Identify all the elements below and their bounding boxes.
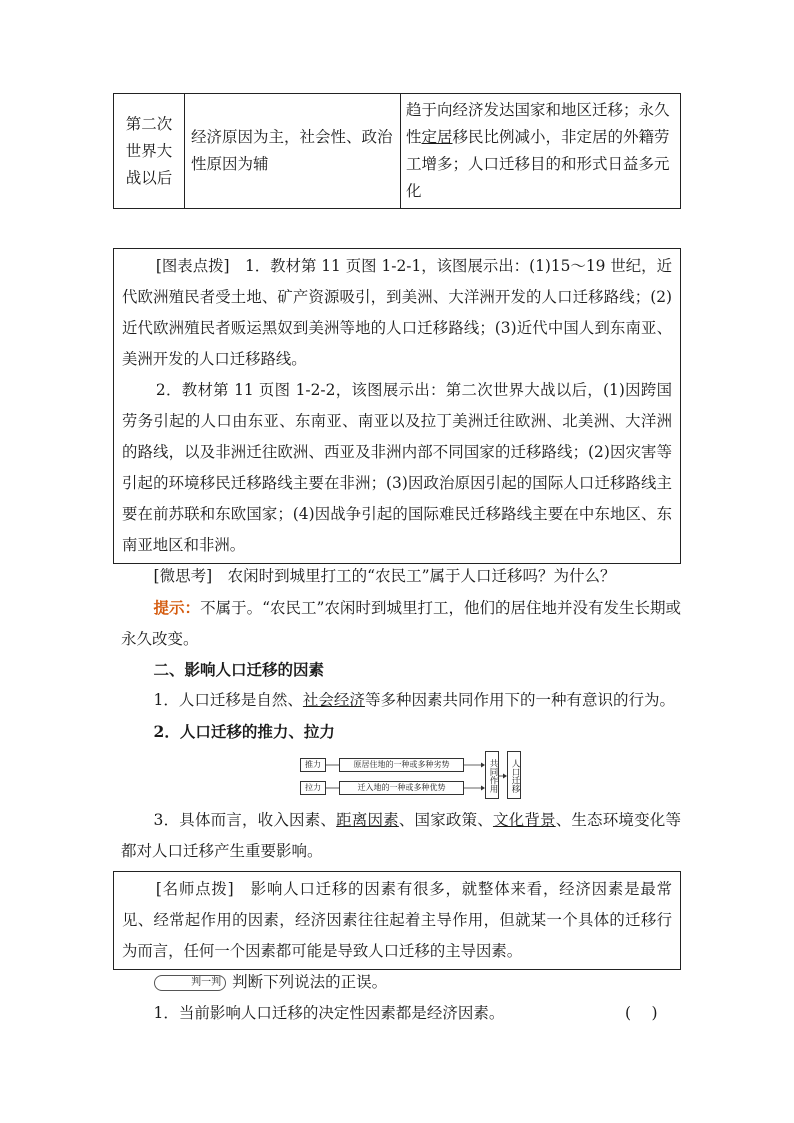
judge-badge: 判一判 [154,975,227,991]
tubiao-text-2: 2．教材第 11 页图 1-2-2，该图展示出：第二次世界大战以后，(1)因跨国劳务引起的人口由东亚、东南亚、南亚以及拉丁美洲迁往欧洲、北美洲、大洋洲的路线，以及非洲迁往欧洲、西亚及非洲内部不同国家的迁移路线；(2)因灾害等引起的环境移民迁移路线主要在非洲；(3)因政治原因引起的国际人口迁移路线主要在前苏联和东欧国家；(4)因战争引起的国际难民迁移路线主要在中东地区、东南亚地区和非洲。 [122,381,672,554]
mingshi-p [122,874,672,967]
era-line: 世界大 [125,141,173,160]
weisikao-tag: [微思考] [153,567,213,585]
push-pull-diagram [300,751,525,801]
features-text: 趋于向经济发达国家和地区迁移；永久性 [406,101,670,146]
mingshi-tag: [名师点拨] [155,880,234,898]
pull-desc-box: 迁入地的一种或多种优势 [339,781,464,795]
era-line: 战以后 [125,168,173,187]
cause-line: 性原因为辅 [191,155,269,173]
hint-text: 不属于。“农民工”农闲时到城里打工，他们的居住地并没有发生长期或永久改变。 [121,599,681,648]
tubiao-tag: [图表点拨] [155,257,230,275]
item-1 [121,685,681,716]
item3-underlined: 文化背景 [492,811,556,829]
tubiao-box [113,248,681,564]
judge-instruction [121,967,681,998]
table-row [114,94,681,209]
hint-label: 提示： [153,598,201,617]
pull-box: 拉力 [300,781,326,795]
mingshi-text: 影响人口迁移的因素有很多，就整体来看，经济因素是最常见、经常起作用的因素，经济因素往往起着主导作用，但就某一个具体的迁移行为而言，任何一个因素都可能是导致人口迁移的主导因素。 [122,880,672,960]
mingshi-box [113,871,681,970]
push-desc-box: 原居住地的一种或多种劣势 [339,758,464,772]
era-table [113,93,681,209]
joint-action-box: 共同作用 [485,751,499,799]
item1-text: 1．人口迁移是自然、 [153,691,303,709]
item-2: 2．人口迁移的推力、拉力 [153,722,335,741]
tubiao-text-1: 1．教材第 11 页图 1-2-1，该图展示出：(1)15～19 世纪，近代欧洲殖民者受土地、矿产资源吸引，到美洲、大洋洲开发的人口迁移路线；(2)近代欧洲殖民者贩运黑奴到美洲等地的人口迁移路线；(3)近代中国人到东南亚、美洲开发的人口迁移路线。 [122,257,672,368]
item3-text: 3．具体而言，收入因素、 [153,811,337,829]
features-text: 移民比例减小，非定居的外籍劳工增多；人口迁移目的和形式日益多元化 [406,128,670,200]
weisikao-question [121,561,681,592]
era-cell [114,94,185,209]
tubiao-p2 [122,375,672,561]
judge-text: 判断下列说法的正误。 [232,973,388,991]
item3-underlined: 距离因素 [336,811,399,829]
cause-cell [185,94,401,209]
era-line: 第二次 [125,114,173,133]
item3-text: 、国家政策、 [398,811,493,829]
answer-blank[interactable]: ( ) [625,1004,658,1022]
item-3 [121,805,681,867]
tubiao-p1 [122,251,672,375]
section-heading: 二、影响人口迁移的因素 [153,660,325,679]
weisikao-text: 农闲时到城里打工的“农民工”属于人口迁移吗？为什么？ [227,567,616,585]
features-underlined: 定居 [421,128,453,146]
cause-line: 经济原因为主，社会性、政治 [191,128,393,146]
features-cell [401,94,681,209]
weisikao-hint [121,592,681,655]
item3-text: 、生态环境变化等都对人口迁移产生重要影响。 [121,811,681,860]
item1-text: 等多种因素共同作用下的一种有意识的行为。 [364,691,675,709]
judge-question-1: 1．当前影响人口迁移的决定性因素都是经济因素。 [153,1004,505,1022]
migration-result-box: 人口迁移 [507,751,521,799]
push-box: 推力 [300,758,326,772]
item1-underlined: 社会经济 [302,691,365,709]
